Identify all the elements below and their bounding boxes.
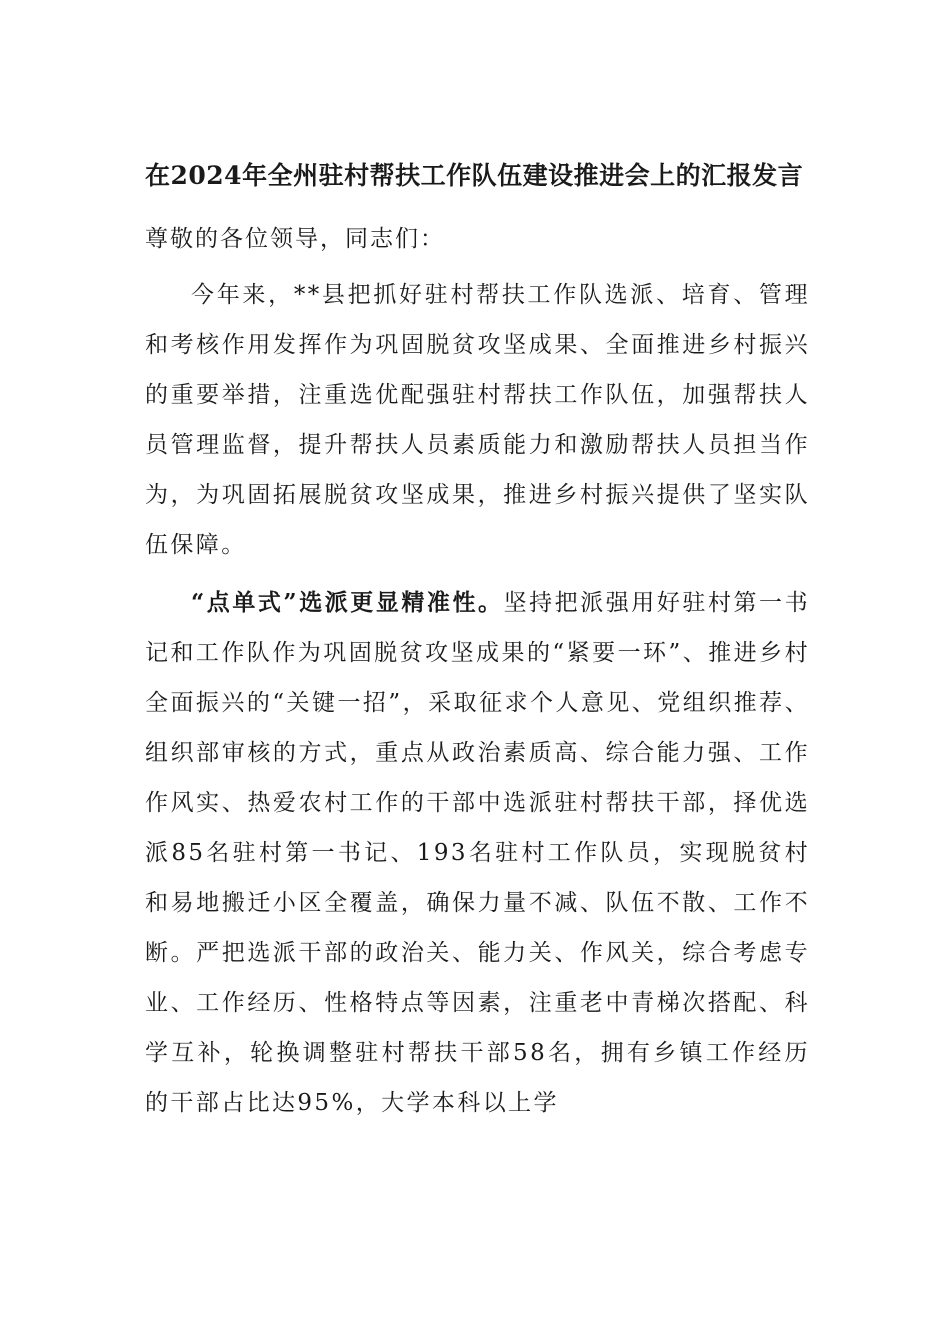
paragraph-text: 坚持把派强用好驻村第一书记和工作队作为巩固脱贫攻坚成果的“紧要一环”、推进乡村全面振兴的“关键一招”，采取征求个人意见、党组织推荐、组织部审核的方式，重点从政治素质高、综合能力强、工作作风实、热爱农村工作的干部中选派驻村帮扶干部，择优选派85名驻村第一书记、193名驻村工作队员，实现脱贫村和易地搬迁小区全覆盖，确保力量不减、队伍不散、工作不断。严把选派干部的政治关、能力关、作风关，综合考虑专业、工作经历、性格特点等因素，注重老中青梯次搭配、科学互补，轮换调整驻村帮扶干部58名，拥有乡镇工作经历的干部占比达95%，大学本科以上学 bbox=[145, 590, 810, 1116]
paragraph-intro bbox=[145, 270, 810, 570]
paragraph-lead-heading: “点单式”选派更显精准性。 bbox=[191, 589, 504, 616]
salutation: 尊敬的各位领导，同志们： bbox=[145, 226, 445, 252]
paragraph-selection bbox=[145, 578, 810, 1128]
paragraph-text: 今年来，**县把抓好驻村帮扶工作队选派、培育、管理和考核作用发挥作为巩固脱贫攻坚成果、全面推进乡村振兴的重要举措，注重选优配强驻村帮扶工作队伍，加强帮扶人员管理监督，提升帮扶人员素质能力和激励帮扶人员担当作为，为巩固拓展脱贫攻坚成果，推进乡村振兴提供了坚实队伍保障。 bbox=[145, 282, 810, 558]
document-title: 在2024年全州驻村帮扶工作队伍建设推进会上的汇报发言 bbox=[145, 161, 804, 190]
